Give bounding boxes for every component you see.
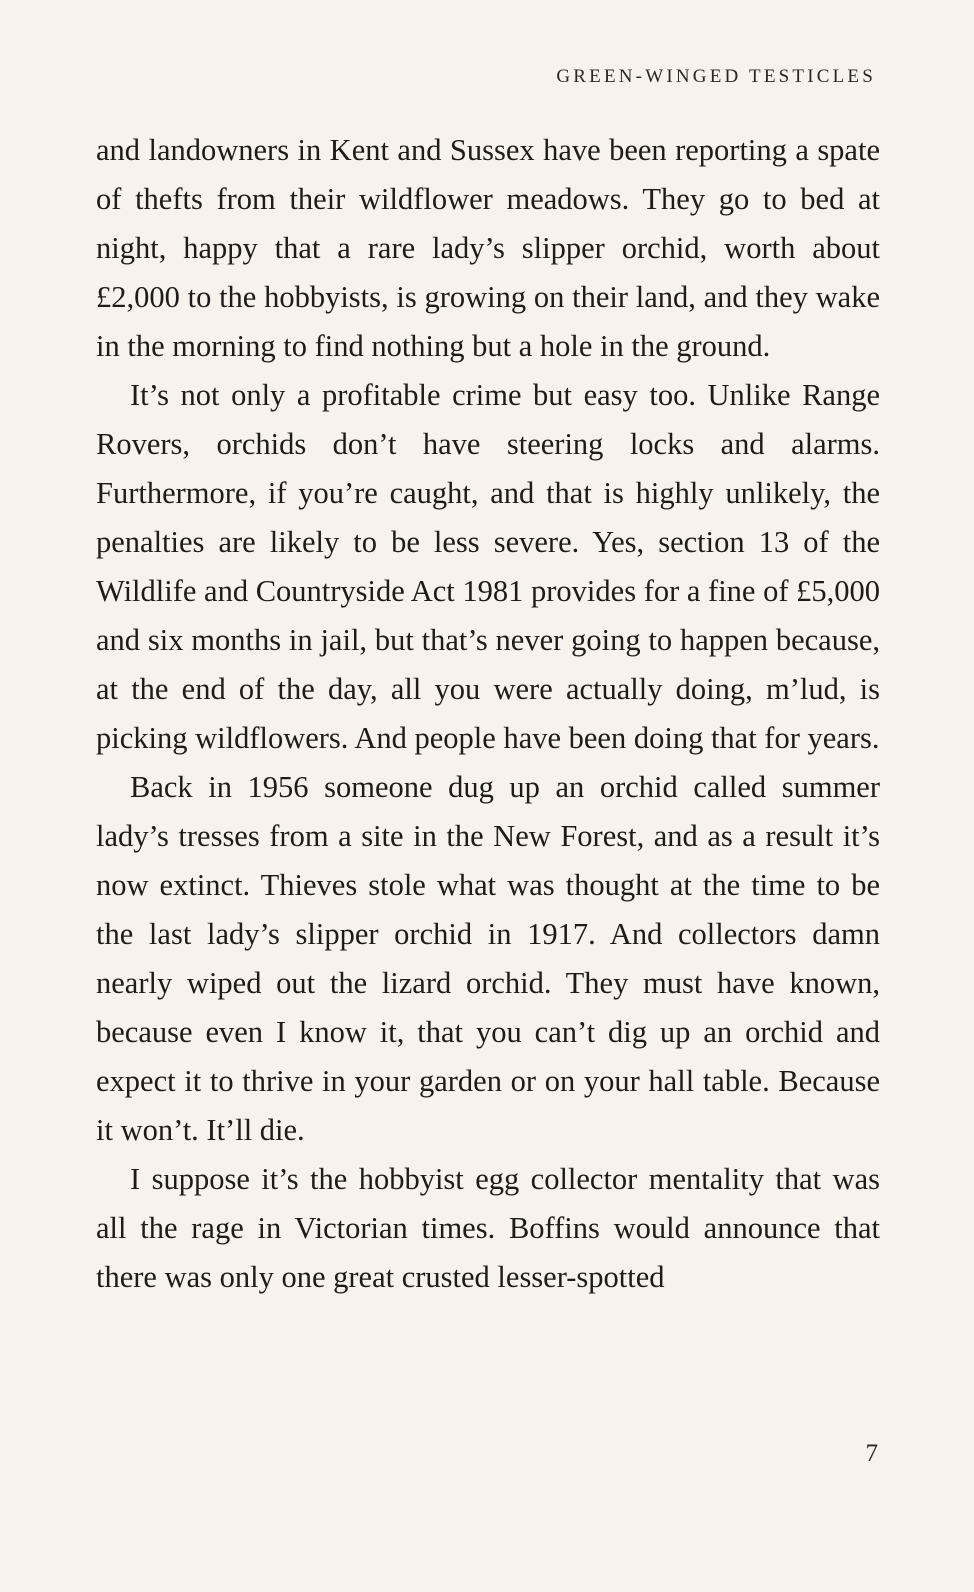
running-head: GREEN-WINGED TESTICLES: [556, 66, 876, 87]
paragraph-1: and landowners in Kent and Sussex have been reporting a spate of thefts from their wildflower meadows. They go to bed at night, happy that a rare lady’s slipper orchid, worth about £2,000 to the hobbyists, is growing on their land, and they wake in the morning to find nothing but a hole in the ground.: [96, 133, 880, 363]
body-text: [96, 126, 880, 1302]
paragraph-4: I suppose it’s the hobbyist egg collector mentality that was all the rage in Victorian times. Boffins would announce that there was only one great crusted lesser-spotted: [96, 1162, 880, 1294]
paragraph-2: It’s not only a profitable crime but easy too. Unlike Range Rovers, orchids don’t have steering locks and alarms. Furthermore, if you’re caught, and that is highly unlikely, the penalties are likely to be less severe. Yes, section 13 of the Wildlife and Countryside Act 1981 provides for a fine of £5,000 and six months in jail, but that’s never going to happen because, at the end of the day, all you were actually doing, m’lud, is picking wildflowers. And people have been doing that for years.: [96, 378, 880, 755]
page-number: 7: [865, 1440, 878, 1467]
paragraph-3: Back in 1956 someone dug up an orchid called summer lady’s tresses from a site in the New Forest, and as a result it’s now extinct. Thieves stole what was thought at the time to be the last lady’s slipper orchid in 1917. And collectors damn nearly wiped out the lizard orchid. They must have known, because even I know it, that you can’t dig up an orchid and expect it to thrive in your garden or on your hall table. Because it won’t. It’ll die.: [96, 770, 880, 1147]
